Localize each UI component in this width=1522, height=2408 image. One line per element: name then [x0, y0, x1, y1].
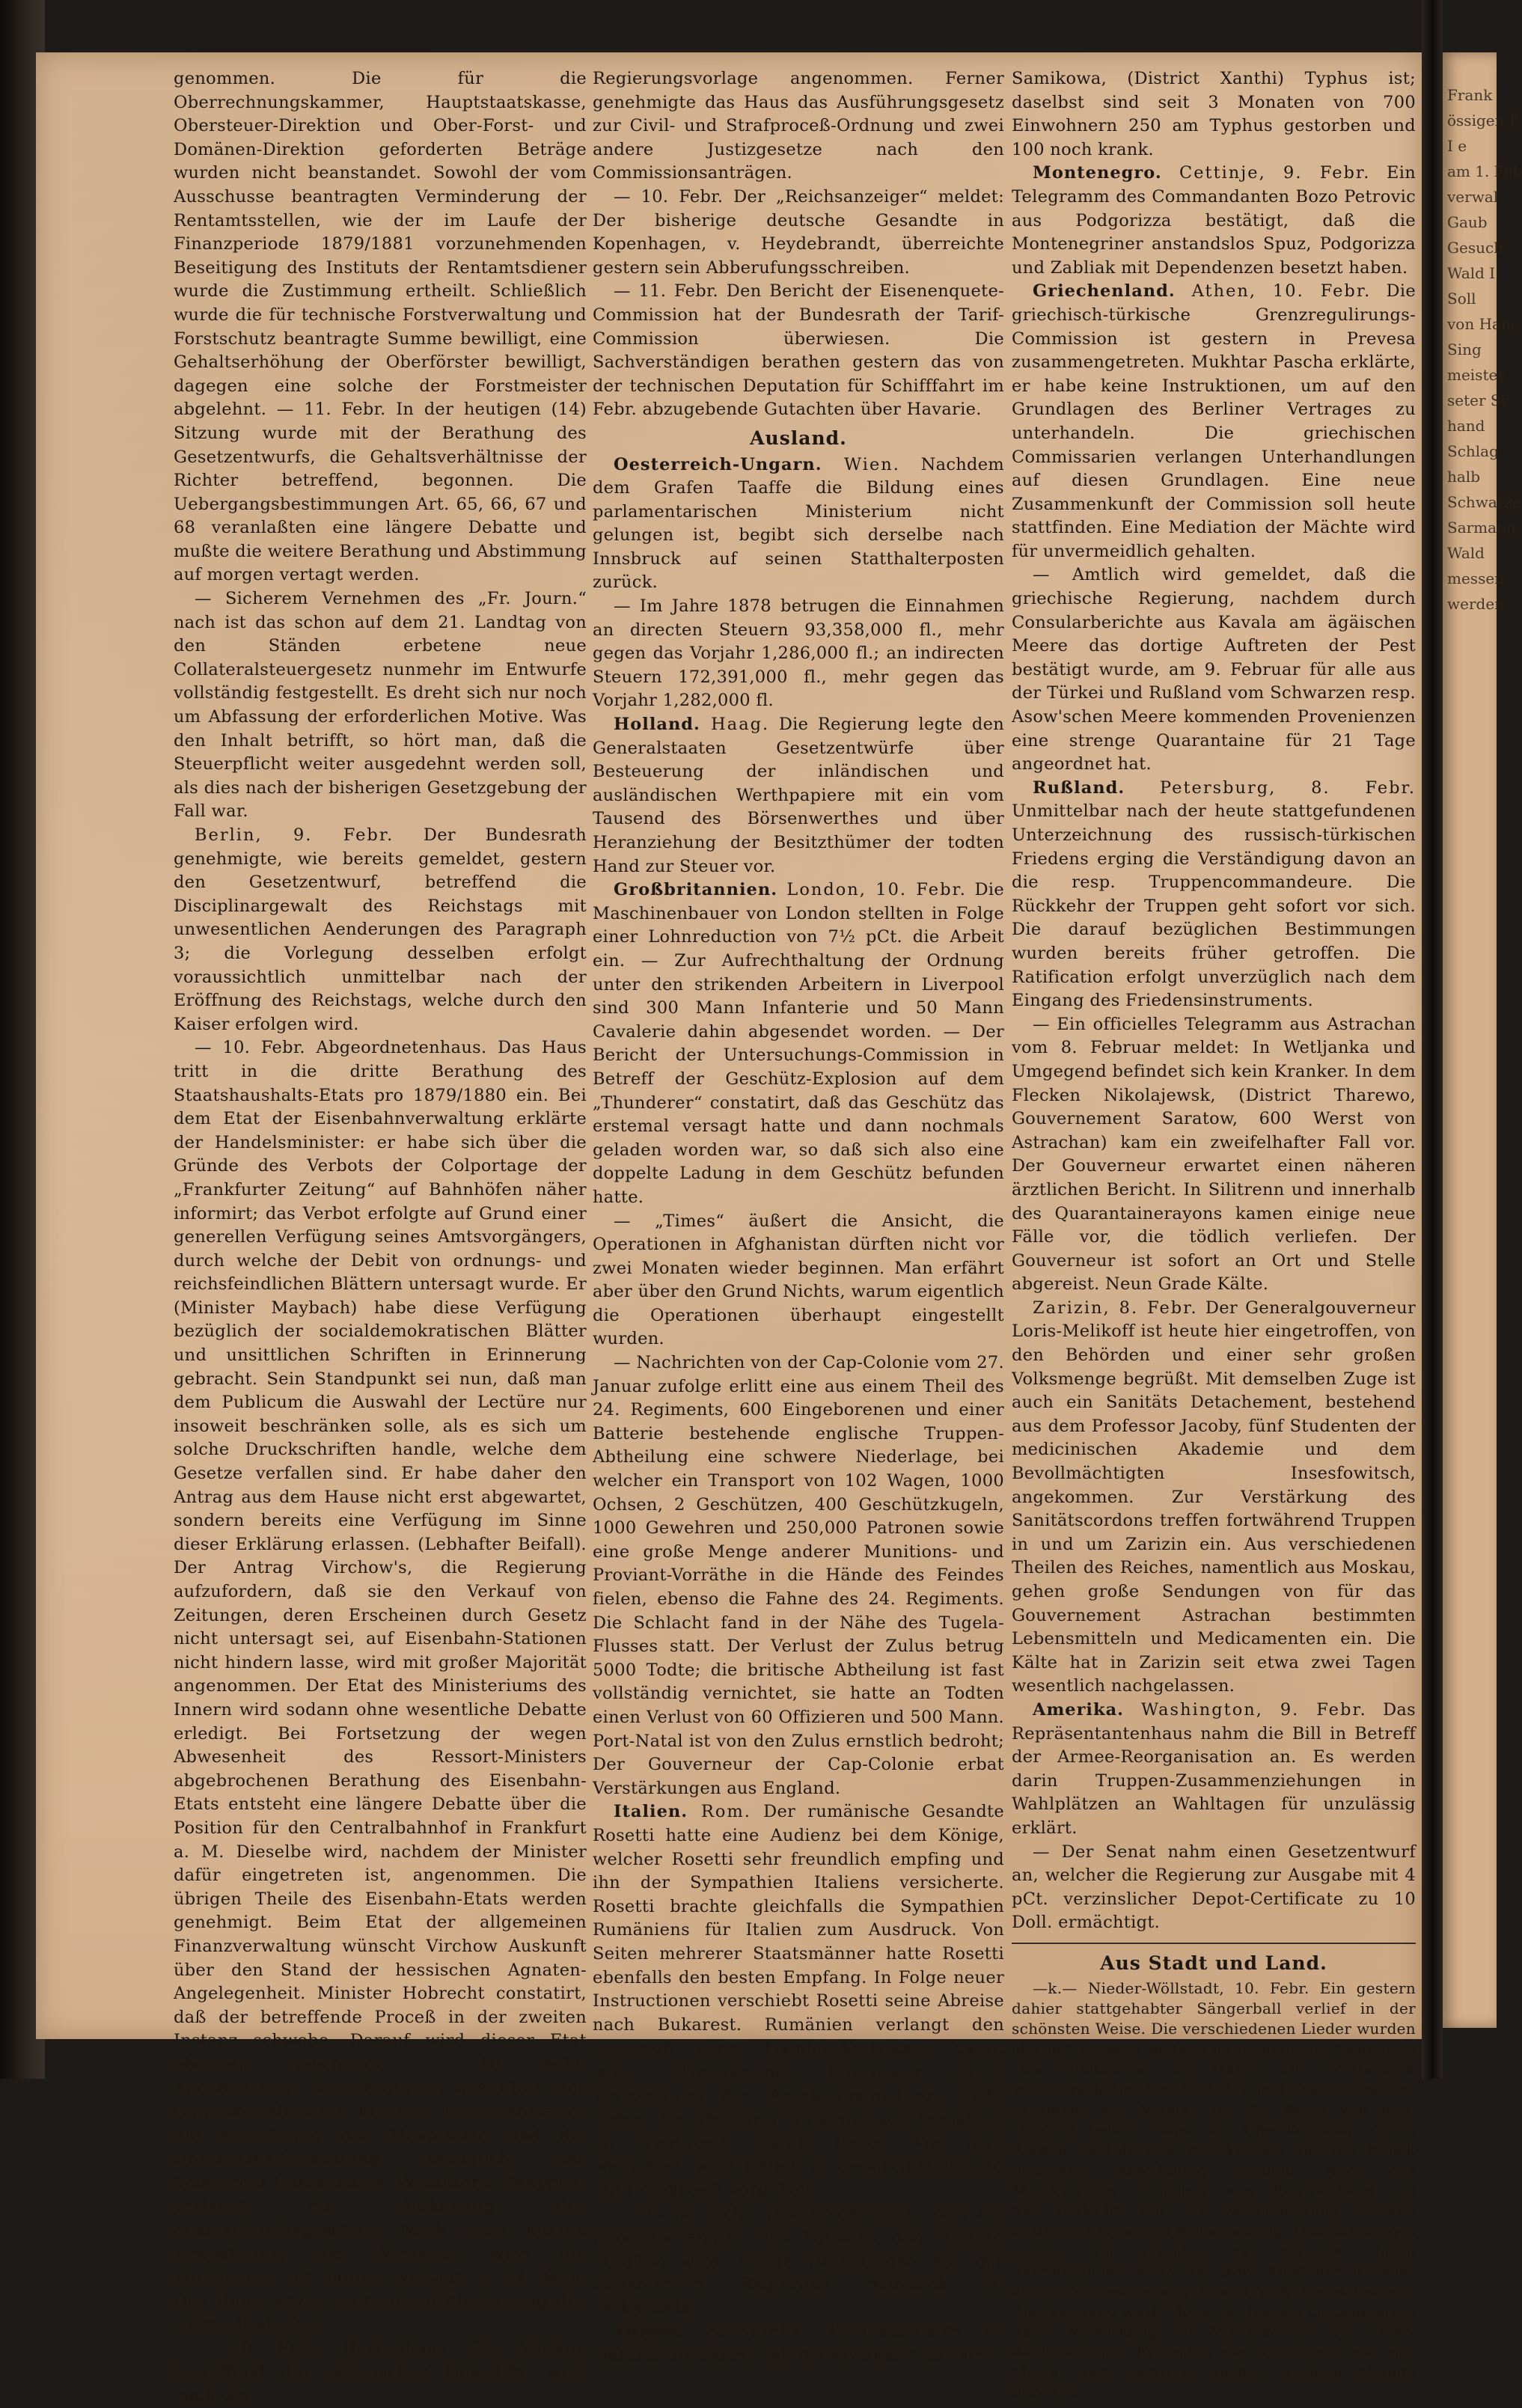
news-great-britain: [593, 878, 1004, 1209]
dateline-petersburg: Petersburg, 8. Febr.: [1125, 777, 1416, 798]
news-russia-text: Unmittelbar nach der heute stattgefundenen Unterzeichnung des russisch-türkischen Friedens erging die Verständigung davon an die resp. Truppencommandeure. Die Rückkehr der Truppen geht sofort vor sich. Die darauf bezüglichen Bestimmungen wurden bereits früher getroffen. Die Ratification erfolgt unverzüglich nach dem Eingang des Friedensinstruments.: [1012, 801, 1416, 1011]
country-america: Amerika.: [1033, 1699, 1124, 1720]
country-russia: Rußland.: [1033, 777, 1125, 798]
adjacent-page-fragments: Frank össigen F I e am 1. Feb verwal Gaub Gesuch Wald I Soll von Ham Sing meister seter Sc hand Schlag halb Schwarze Sarmann Wald messen werden: [1447, 86, 1522, 613]
col1-paragraph-3-text: Der Bundesrath genehmigte, wie bereits gemeldet, gestern den Gesetzentwurf, betreffend die Disciplinargewalt des Reichstags mit unwesentlichen Aenderungen des Paragraph 3; die Vorlegung desselben erfolgt voraussichtlich unmittelbar nach der Eröffnung des Reichstags, welche durch den Kaiser erfolgen wird.: [174, 825, 587, 1034]
news-great-britain-text: Die Maschinenbauer von London stellten in Folge einer Lohnreduction von 7½ pCt. die Arbeit ein. — Zur Aufrechthaltung der Ordnung unter den strikenden Arbeitern in Liverpool sind 300 Mann Infanterie und 50 Mann Cavalerie dahin abgesendet worden. — Der Bericht der Untersuchungs-Commission in Betreff der Geschütz-Explosion auf dem „Thunderer“ constatirt, daß das Geschütz das erstemal versagt hatte und dann nochmals geladen worden war, so daß sich also eine doppelte Ladung in dem Geschütz befunden hatte.: [593, 880, 1004, 1207]
news-russia: [1012, 777, 1416, 1013]
news-austria-taxes: — Im Jahre 1878 betrugen die Einnahmen an directen Steuern 93,358,000 fl., mehr gegen das Vorjahr 1,286,000 fl.; an indirecten Steuern 172,391,000 fl., mehr gegen das Vorjahr 1,282,000 fl.: [593, 596, 1004, 711]
news-austria-text: Nachdem dem Grafen Taaffe die Bildung eines parlamentarischen Ministerium nicht gelungen ist, begibt sich derselbe nach Innsbruck auf seinen Statthalterposten zurück.: [593, 454, 1004, 593]
dateline-berlin: Berlin, 9. Febr.: [195, 825, 394, 845]
news-america-text: Das Repräsentantenhaus nahm die Bill in Betreff der Armee-Reorganisation an. Es werden darin Truppen-Zusammenziehungen in Wahlplätzen an Wahltagen für unzulässig erklärt.: [1012, 1699, 1416, 1838]
col1-paragraph-4: — 10. Febr. Abgeordnetenhaus. Das Haus tritt in die dritte Berathung des Staatshaushalts-Etats pro 1879/1880 ein. Bei dem Etat der Eisenbahnverwaltung erklärte der Handelsminister: er habe sich über die Gründe des Verbots der Colportage der „Frankfurter Zeitung“ auf Bahnhöfen näher informirt; das Verbot erfolgte auf Grund einer generellen Verfügung seines Amtsvorgängers, durch welche der Debit von ordnungs- und reichsfeindlichen Blättern untersagt wurde. Er (Minister Maybach) habe diese Verfügung bezüglich der socialdemokratischen Blätter und unsittlichen Schriften in Erinnerung gebracht. Sein Standpunkt sei nun, daß man dem Publicum die Auswahl der Lectüre nur insoweit beschränken solle, als es sich um solche Druckschriften handle, welche dem Gesetze verfallen sind. Er habe daher den Antrag aus dem Hause nicht erst abgewartet, sondern bereits eine Verfügung im Sinne dieser Erklärung erlassen. (Lebhafter Beifall). Der Antrag Virchow's, die Regierung aufzufordern, daß sie den Verkauf von Zeitungen, deren Erscheinen durch Gesetz nicht untersagt sei, auf Eisenbahn-Stationen nicht hindern lasse, wird mit großer Majorität angenommen. Der Etat des Ministeriums des Innern wird sodann ohne wesentliche Debatte erledigt. Bei Fortsetzung der wegen Abwesenheit des Ressort-Ministers abgebrochenen Berathung des Eisenbahn-Etats entsteht eine längere Debatte über die Position für den Centralbahnhof in Frankfurt a. M. Dieselbe wird, nachdem der Minister dafür eingetreten ist, angenommen. Die übrigen Theile des Eisenbahn-Etats werden genehmigt. Beim Etat der allgemeinen Finanzverwaltung wünscht Virchow Auskunft über den Stand der hessischen Agnaten-Angelegenheit. Minister Hobrecht constatirt, daß der betreffende Proceß in der zweiten Instanz schwebe. Darauf wird dieser Etat ebenfalls genehmigt. — 10. Febr. Abendsitzung. Bei Berathung des Etats des Cultusministeriums kritisirt von Schorlemer die Ausführung der Maigesetze und die Unterrichts-Verwaltung bezüglich des Volksschul Unterrichtes. Windthorst (Meppen) verlangt die Aufhebung des Schulaufsichtsgesetzes. Nach einer kurzen Erwiederung des Ministers wird die Fortsitzung auf morgen vertagt. — 11. Febr. Das Haus setzte heute die dritte Lesung des Cultus-Etats fort.: [174, 1038, 587, 2335]
dateline-zarizin: Zarizin, 8. Febr.: [1033, 1298, 1198, 1318]
col1-paragraph-5: — 10. Febr. Herrenhaus. Die Vorlage betreffend die sächsischen Domstifte wird nach der: [174, 2338, 587, 2406]
news-zarizin: [1012, 1297, 1416, 1699]
dateline-athens: Athen, 10. Febr.: [1175, 281, 1372, 302]
col3-paragraph-1: Samikowa, (District Xanthi) Typhus ist; daselbst sind seit 3 Monaten von 700 Einwohnern 250 am Typhus gestorben und 100 noch krank.: [1012, 69, 1416, 159]
country-turkey: Türkei.: [614, 2322, 686, 2342]
news-astrachan: — Ein officielles Telegramm aus Astrachan vom 8. Februar meldet: In Wetljanka und Umgegend befindet sich kein Kranker. In dem Flecken Nikolajewsk, (District Tharewo, Gouvernement Saratow, 600 Werst von Astrachan) kam ein zweifelhafter Fall vor. Der Gouverneur erwartet einen näheren ärztlichen Bericht. In Silitrenn und innerhalb des Quarantainerayons kamen einige neue Fälle vor, die tödlich verliefen. Der Gouverneur ist sofort an Ort und Stelle abgereist. Neun Grade Kälte.: [1012, 1014, 1416, 1295]
country-austria-hungary: Oesterreich-Ungarn.: [614, 454, 822, 474]
news-holland: [593, 713, 1004, 878]
news-cape-colony: — Nachrichten von der Cap-Colonie vom 27. Januar zufolge erlitt eine aus einem Theil des 24. Regiments, 600 Eingeborenen und einer Batterie bestehende englische Truppen-Abtheilung eine schwere Niederlage, bei welcher ein Transport von 102 Wagen, 1000 Ochsen, 2 Geschützen, 400 Geschützkugeln, 1000 Gewehren und 250,000 Patronen sowie eine große Menge anderer Munitions- und Proviant-Vorräthe in die Hände des Feindes fielen, ebenso die Fahne des 24. Regiments. Die Schlacht fand in der Nähe des Tugela-Flusses statt. Der Verlust der Zulus betrug 5000 Todte; die britische Abtheilung ist fast vollständig vernichtet, sie hatte an Todten einen Verlust von 60 Offizieren und 500 Mann. Port-Natal ist von den Zulus ernstlich bedroht; Der Gouverneur der Cap-Colonie erbat Verstärkungen aus England.: [593, 1353, 1004, 1798]
adjacent-page-edge: [1443, 52, 1522, 2028]
news-holland-text: Die Regierung legte den Generalstaaten Gesetzentwürfe über Besteuerung der inländischen und ausländischen Werthpapiere mit ein vom Tausend des Börsenwerthes und über Heranziehung der Besitzthümer der todten Hand zur Steuer vor.: [593, 715, 1004, 876]
news-senate: — Der Senat nahm einen Gesetzentwurf an, welcher die Regierung zur Ausgabe mit 4 pCt. verzinslicher Depot-Certificate zu 10 Doll. ermächtigt.: [1012, 1842, 1416, 1933]
country-greece: Griechenland.: [1033, 281, 1176, 302]
news-america: [1012, 1699, 1416, 1841]
dateline-cettinje: Cettinje, 9. Febr.: [1161, 163, 1371, 183]
column-1: [174, 67, 587, 2406]
news-vatican: — Es ist nicht unwahrscheinlich, daß ein Specialgesandter des Vatikans den Auftrag erhalten wird, einige Detailfragen mit der italienischen Regierung mündlich zu verhandeln.: [593, 2204, 1004, 2318]
column-2: [593, 67, 1005, 2365]
dateline-london: London, 10. Febr.: [777, 880, 967, 900]
col1-paragraph-1: genommen. Die für die Oberrechnungskammer, Hauptstaatskasse, Obersteuer-Direktion und Ober-Forst- und Domänen-Direktion geforderten Beträge wurden nicht beanstandet. Sowohl der vom Ausschusse beantragten Verminderung der Rentamtsstellen, wie der im Laufe der Finanzperiode 1879/1881 vorzunehmenden Beseitigung des Instituts der Rentamtsdiener wurde die Zustimmung ertheilt. Schließlich wurde die für technische Forstverwaltung und Forstschutz beantragte Summe bewilligt, eine Gehaltserhöhung der Oberförster bewilligt, dagegen eine solche der Forstmeister abgelehnt. — 11. Febr. In der heutigen (14) Sitzung wurde mit der Berathung des Gesetzentwurfs, die Gehaltsverhältnisse der Richter betreffend, begonnen. Die Uebergangsbestimmungen Art. 65, 66, 67 und 68 veranlaßten eine längere Debatte und mußte die weitere Berathung und Abstimmung auf morgen vertagt werden.: [174, 69, 587, 585]
news-afghanistan: — „Times“ äußert die Ansicht, die Operationen in Afghanistan dürften nicht vor zwei Monaten wieder beginnen. Man erfährt aber über den Grund Nichts, warum eigentlich die Operationen überhaupt eingestellt wurden.: [593, 1211, 1004, 1349]
news-nieder-woellstadt: —k.— Nieder-Wöllstadt, 10. Febr. Ein gestern dahier stattgehabter Sängerball verlief in der schönsten Weise. Die verschiedenen Lieder wurden alle mit großem Beifalle aufgenommen, besonders „das Schifferlied“ von Häßler. Der Festlichkeit wurde auch durch viele Reden und Toaste gewürzt. Präsident des Vereins ist Hr. Weith von hier, Dirigent Lehrer Faust von Ober-Wöllstadt deren Wirken im Interesse des Vereins und der Musik besondere Erwähnung verdient. Auch des Musikvereins „Frohsinn“ von Ober-Wöllstadt sei hier gedacht, der zur Verschönerung unseres Festes in der besten Weise beitrug. Obwohl voriges Jahres erst gebildet, hat derselbe durch unermüdlichen Fleiß und große Ausdauer in dieser kurzen Zeit es dahin gebracht, daß ihm allgemeine Anerkennung wird. Möge der hiesige Gesangverein unter Mitwirkung des Musik-Vereins von Ober-Wöllstadt den Freunden des Gesanges und der Musik noch mehrere solcher schönen Abende bereiten.: [1012, 1978, 1416, 2401]
news-montenegro-text: Ein Telegramm des Commandanten Bozo Petrovic aus Podgorizza bestätigt, daß die Montenegriner anstandslos Spuz, Podgorizza und Zabliak mit Dependenzen besetzt haben.: [1012, 163, 1416, 278]
section-heading-stadt-und-land: Aus Stadt und Land.: [1100, 1952, 1327, 1974]
col1-paragraph-3: [174, 824, 587, 1036]
news-turkey: [593, 2320, 1004, 2368]
news-greece: [1012, 280, 1416, 563]
section-heading-ausland: Ausland.: [750, 427, 847, 449]
news-turkey-text: Türkischerseits ist amtlich constatirt, daß die Krankheit im Dorfe: [593, 2322, 1005, 2365]
dateline-washington: Washington, 9. Febr.: [1123, 1699, 1367, 1720]
dateline-vienna: Wien.: [822, 454, 900, 474]
col2-paragraph-3: — 11. Febr. Den Bericht der Eisenenquete-Commission hat der Bundesrath der Tarif-Commission überwiesen. Die Sachverständigen berathen gestern das von der technischen Deputation für Schifffahrt im Febr. abzugebende Gutachten über Havarie.: [593, 281, 1004, 420]
news-greece-quarantine: — Amtlich wird gemeldet, daß die griechische Regierung, nachdem durch Consularberichte aus Kavala am ägäischen Meere das dortige Auftreten der Pest bestätigt wurde, am 9. Februar für alle aus der Türkei und Rußland vom Schwarzen resp. Asow'schen Meere kommenden Provenienzen eine strenge Quarantaine für 21 Tage angeordnet hat.: [1012, 565, 1416, 774]
country-great-britain: Großbritannien.: [614, 880, 778, 900]
dateline-hague: Haag.: [700, 715, 770, 735]
news-montenegro: [1012, 162, 1416, 280]
col1-paragraph-2: — Sicherem Vernehmen des „Fr. Journ.“ nach ist das schon auf dem 21. Landtag von den Ständen erbetene neue Collateralsteuergesetz nunmehr im Entwurfe vollständig festgestellt. Es dreht sich nur noch um Abfassung der erforderlichen Motive. Was den Inhalt betrifft, so hört man, daß die Steuerpflicht weiter ausgedehnt werden soll, als dies nach der bisherigen Gesetzgebung der Fall war.: [174, 589, 587, 822]
dateline-rome: Rom.: [688, 1802, 751, 1822]
dateline-salonichi: Salonichi.: [685, 2322, 807, 2342]
news-austria-hungary: [593, 453, 1004, 596]
news-greece-text: Die griechisch-türkische Grenzregulirungs-Commission ist gestern in Prevesa zusammengetreten. Mukhtar Pascha erklärte, er habe keine Instruktionen, um auf den Grundlagen des Berliner Vertrages zu unterhandeln. Die griechischen Commissarien verlangen Unterhandlungen auf diesen Grundlagen. Eine neue Zusammenkunft der Commission soll heute stattfinden. Eine Mediation der Mächte wird für unvermeidlich gehalten.: [1012, 281, 1416, 561]
news-italy-text: Der rumänische Gesandte Rosetti hatte eine Audienz bei dem Könige, welcher Rosetti sehr freundlich empfing und ihn der Sympathien Italiens versicherte. Rosetti brachte gleichfalls die Sympathien Rumäniens für Italien zum Ausdruck. Von Seiten mehrerer Staatsmänner hatte Rosetti ebenfalls den besten Empfang. In Folge neuer Instructionen verschiebt Rosetti seine Abreise nach Bukarest. Rumänien verlangt den Abschluß eines Handels-Vertrages, damit seine ökonomischen Interessen durch Verzögerung der Anerkennungsfrage nicht leiden. Ein ähnliches Verlangen soll Rumänien an Frankreich gestellt haben. Wie man versichert, wird Italien in Uebereinstimmung mit Frankreich vorgehen.: [593, 1802, 1004, 2200]
col2-paragraph-2: — 10. Febr. Der „Reichsanzeiger“ meldet: Der bisherige deutsche Gesandte in Kopenhagen, v. Heydebrandt, überreichte gestern sein Abberufungsschreiben.: [593, 186, 1004, 278]
country-italy: Italien.: [614, 1802, 688, 1822]
country-holland: Holland.: [614, 715, 700, 735]
news-zarizin-text: Der Generalgouverneur Loris-Melikoff ist heute hier eingetroffen, von den Behörden und einer sehr großen Volksmenge begrüßt. Mit demselben Zuge ist auch ein Sanitäts Detachement, bestehend aus dem Professor Jacoby, fünf Studenten der medicinischen Akademie und dem Bevollmächtigten Insesfowitsch, angekommen. Zur Verstärkung des Sanitätscordons treffen fortwährend Truppen in und um Zarizin ein. Aus verschiedenen Theilen des Reiches, namentlich aus Moskau, gehen große Sendungen von für das Gouvernement Astrachan bestimmten Lebensmitteln und Medicamenten ein. Die Kälte hat in Zarizin seit etwa zwei Tagen wesentlich nachgelassen.: [1012, 1298, 1416, 1696]
section-divider: [1012, 1943, 1416, 1944]
country-montenegro: Montenegro.: [1033, 163, 1162, 183]
book-gutter: [1422, 0, 1443, 2079]
column-3: [1012, 67, 1416, 2401]
news-italy: [593, 1800, 1004, 2202]
col2-paragraph-1: Regierungsvorlage angenommen. Ferner genehmigte das Haus das Ausführungsgesetz zur Civil- und Strafproceß-Ordnung und zwei andere Justizgesetze nach den Commissionsanträgen.: [593, 69, 1004, 183]
